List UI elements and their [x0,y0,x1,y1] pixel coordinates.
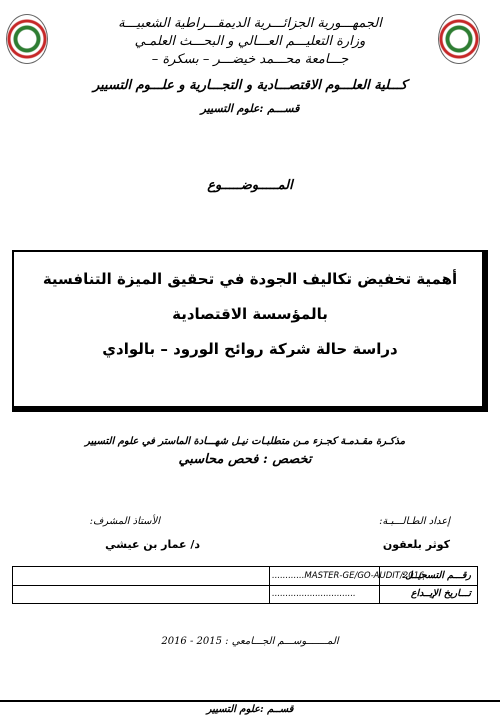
registration-table [12,566,478,604]
thesis-title-line3: دراسة حالة شركة روائح الورود – بالوادي [102,340,398,358]
header-department: قســـم :علوم التسيير [200,102,300,115]
footer-divider [0,700,500,702]
header-ministry: وزارة التعليـــم العـــالي و البحـــث العلمـي [134,34,366,49]
deposit-date-label: تـــاريخ الإيــداع [379,585,477,603]
registration-row-date [13,585,477,603]
registration-row-number [13,567,477,586]
student-label: إعداد الطـالـــبـة: [379,516,450,527]
registration-number-value: ............MASTER-GE/GO-AUDIT/2016 [269,567,379,585]
supervisor-label: الأستاذ المشرف: [89,516,160,527]
academic-year: المـــــــوســـم الجـــامعي : 2015 - 2016 [161,636,339,647]
header-faculty: كـــلية العلـــوم الاقتصـــادية و التجـــارية و علـــوم التسيير [92,78,408,93]
header-republic: الجمهـــورية الجزائـــرية الديمقـــراطية الشعبيـــة [118,16,382,31]
student-name: كوثر بلعقون [382,538,450,551]
footer-department: قســم :علوم التسيير [206,704,294,715]
supervisor-name: د/ عمار بن عيشي [105,538,200,551]
header-university: جـــامعة محـــمد خيضـــر – بسكرة – [151,52,349,67]
registration-number-label: رقـــم التسجيــل: [379,567,477,585]
subject-heading: المـــــوضـــــوع [207,178,293,193]
deposit-date-value: ............................... [269,585,379,603]
memo-specialty: تخصص : فحص محاسبي [178,452,312,467]
thesis-title-line1: أهمية تخفيض تكاليف الجودة في تحقيق الميزة التنافسية [42,270,458,288]
memo-description: مذكـرة مقـدمـة كجـزء مـن متطلبـات نيـل شهـــادة الماستر في علوم التسيير [84,436,406,447]
thesis-title-line2: بالمؤسسة الاقتصادية [172,305,328,323]
